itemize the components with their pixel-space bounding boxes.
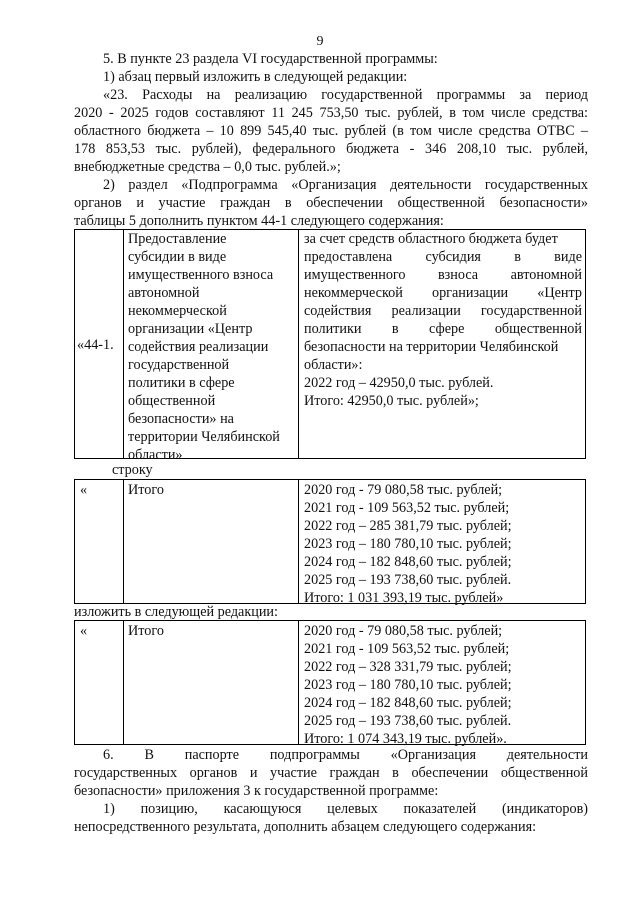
table-cell-amounts: 2020 год - 79 080,58 тыс. рублей; 2021 год - 109 563,52 тыс. рублей; 2022 год – 328 331,79 тыс. рублей; 2023 год – 180 780,10 тыс. рублей; 2024 год – 182 848,60 тыс. рублей; 2025 год – 193 738,60 тыс. рублей. Итого: 1 074 343,19 тыс. рублей». xyxy=(304,623,512,747)
text-line: «23. Расходы на реализацию государственной программы за период xyxy=(103,87,588,103)
text-line: областного бюджета – 10 899 545,40 тыс. рублей (в том числе средства ОТВС – xyxy=(74,123,588,139)
table-cell-funding: за счет средств областного бюджета будет предоставлена субсидия в виде имущественного взноса автономной некоммерческой организации «Центр содействия реализации государственной политики в сфере общественной безопасности на территории Челябинской области»: 2022 год – 42950,0 тыс. рублей. Итого: 42950,0 тыс. рублей»; xyxy=(304,231,582,409)
text-line: таблицы 5 дополнить пунктом 44-1 следующего содержания: xyxy=(74,213,444,229)
table-cell-amounts: 2020 год - 79 080,58 тыс. рублей; 2021 год - 109 563,52 тыс. рублей; 2022 год – 285 381,79 тыс. рублей; 2023 год – 180 780,10 тыс. рублей; 2024 год – 182 848,60 тыс. рублей; 2025 год – 193 738,60 тыс. рублей. Итого: 1 031 393,19 тыс. рублей» xyxy=(304,482,512,606)
table-cell-label: Итого xyxy=(128,482,164,498)
text-line: безопасности» приложения 3 к государственной программе: xyxy=(74,783,439,799)
label-stroku: строку xyxy=(112,462,153,478)
text-line: 6. В паспорте подпрограммы «Организация деятельности xyxy=(103,747,588,763)
text-line: 5. В пункте 23 раздела VI государственной программы: xyxy=(103,51,438,67)
table-cell-label: Итого xyxy=(128,623,164,639)
table-cell-quote: « xyxy=(80,482,88,498)
text-line: 2) раздел «Подпрограмма «Организация деятельности государственных xyxy=(103,177,588,193)
text-line: непосредственного результата, дополнить абзацем следующего содержания: xyxy=(74,819,537,835)
text-line: органов и участие граждан в обеспечении общественной безопасности» xyxy=(74,195,588,211)
table-cell-description: Предоставление субсидии в виде имущественного взноса автономной некоммерческой организации «Центр содействия реализации государственной политики в сфере общественной безопасности» на территории Челябинской области» xyxy=(128,231,280,463)
text-line: государственных органов и участие граждан в обеспечении общественной xyxy=(74,765,588,781)
text-line: 178 853,53 тыс. рублей), федерального бюджета - 346 208,10 тыс. рублей, xyxy=(74,141,588,157)
text-line: 1) позицию, касающуюся целевых показателей (индикаторов) xyxy=(103,801,588,817)
page-number: 9 xyxy=(316,34,324,49)
text-line: 2020 - 2025 годов составляют 11 245 753,50 тыс. рублей, в том числе средства: xyxy=(74,105,588,121)
text-line: 1) абзац первый изложить в следующей редакции: xyxy=(103,69,408,85)
label-izlozhit: изложить в следующей редакции: xyxy=(74,604,278,620)
table-cell-number: «44-1. xyxy=(77,337,114,353)
table-cell-quote: « xyxy=(80,623,88,639)
text-line: внебюджетные средства – 0,0 тыс. рублей.»; xyxy=(74,159,341,175)
